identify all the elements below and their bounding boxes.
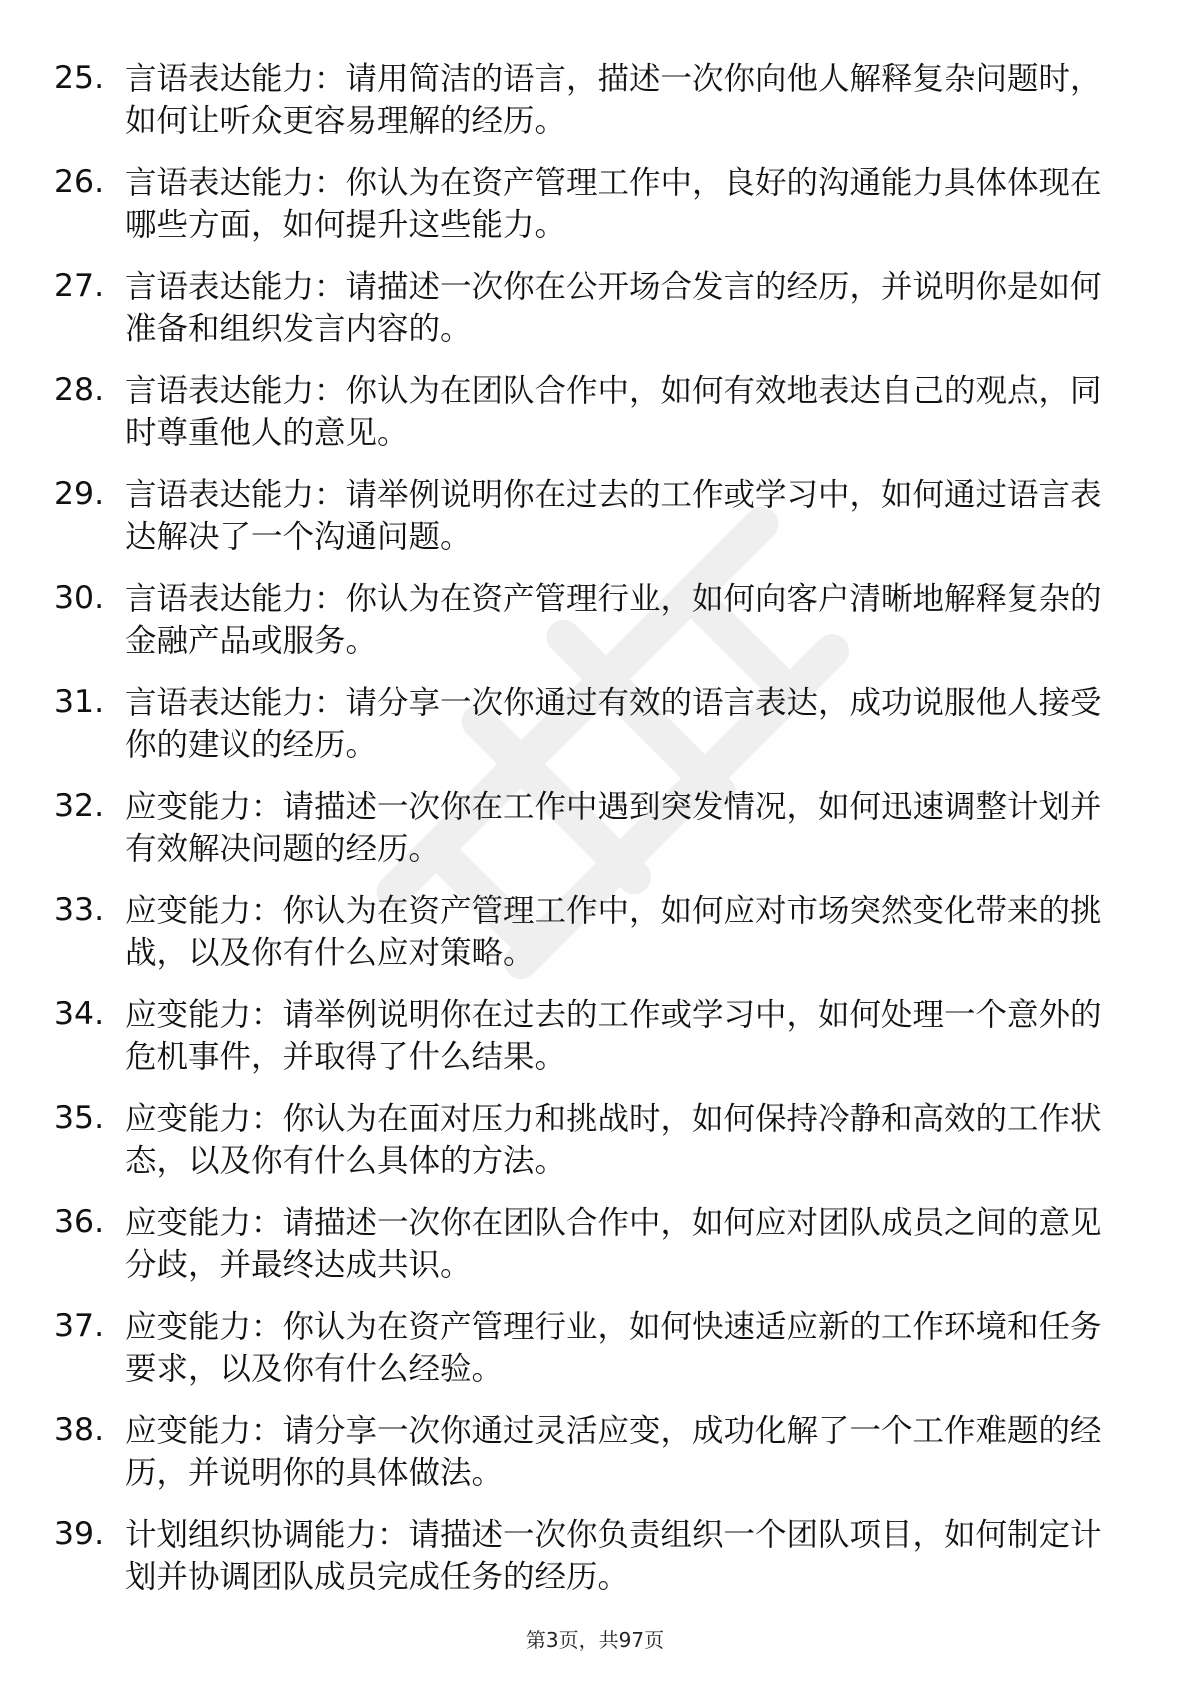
question-number: 37.: [54, 1308, 105, 1344]
question-number: 29.: [54, 476, 105, 512]
question-item: [0, 266, 1190, 370]
question-item: [0, 994, 1190, 1098]
question-number: 33.: [54, 892, 105, 928]
question-number: 39.: [54, 1516, 105, 1552]
question-number: 35.: [54, 1100, 105, 1136]
question-number: 34.: [54, 996, 105, 1032]
question-number: 26.: [54, 164, 105, 200]
question-item: [0, 58, 1190, 162]
question-text: 应变能力：请描述一次你在团队合作中，如何应对团队成员之间的意见分歧，并最终达成共识。: [125, 1205, 1102, 1283]
question-text: 应变能力：请分享一次你通过灵活应变，成功化解了一个工作难题的经历，并说明你的具体做法。: [125, 1413, 1102, 1491]
question-item: [0, 474, 1190, 578]
question-item: [0, 1306, 1190, 1410]
question-number: 32.: [54, 788, 105, 824]
question-number: 36.: [54, 1204, 105, 1240]
question-item: [0, 682, 1190, 786]
question-number: 38.: [54, 1412, 105, 1448]
question-text: 言语表达能力：请描述一次你在公开场合发言的经历，并说明你是如何准备和组织发言内容的。: [125, 269, 1102, 347]
question-text: 言语表达能力：请举例说明你在过去的工作或学习中，如何通过语言表达解决了一个沟通问题。: [125, 477, 1102, 555]
question-list: [0, 58, 1190, 1618]
question-text: 计划组织协调能力：请描述一次你负责组织一个团队项目，如何制定计划并协调团队成员完成任务的经历。: [125, 1517, 1102, 1595]
question-item: [0, 1098, 1190, 1202]
question-item: [0, 370, 1190, 474]
question-number: 27.: [54, 268, 105, 304]
question-text: 言语表达能力：你认为在资产管理行业，如何向客户清晰地解释复杂的金融产品或服务。: [125, 581, 1102, 659]
page-footer: [0, 1624, 1190, 1653]
question-text: 应变能力：你认为在资产管理工作中，如何应对市场突然变化带来的挑战，以及你有什么应对策略。: [125, 893, 1102, 971]
question-number: 31.: [54, 684, 105, 720]
question-item: [0, 786, 1190, 890]
question-number: 30.: [54, 580, 105, 616]
question-number: 28.: [54, 372, 105, 408]
question-item: [0, 578, 1190, 682]
question-text: 言语表达能力：你认为在资产管理工作中，良好的沟通能力具体体现在哪些方面，如何提升这些能力。: [125, 165, 1102, 243]
question-item: [0, 890, 1190, 994]
page-number-label: 第3页，共97页: [525, 1628, 665, 1652]
question-text: 应变能力：请描述一次你在工作中遇到突发情况，如何迅速调整计划并有效解决问题的经历。: [125, 789, 1102, 867]
question-item: [0, 1202, 1190, 1306]
question-text: 应变能力：你认为在面对压力和挑战时，如何保持冷静和高效的工作状态，以及你有什么具体的方法。: [125, 1101, 1102, 1179]
question-item: [0, 162, 1190, 266]
question-text: 言语表达能力：请分享一次你通过有效的语言表达，成功说服他人接受你的建议的经历。: [125, 685, 1102, 763]
question-text: 言语表达能力：你认为在团队合作中，如何有效地表达自己的观点，同时尊重他人的意见。: [125, 373, 1102, 451]
question-text: 言语表达能力：请用简洁的语言，描述一次你向他人解释复杂问题时，如何让听众更容易理解的经历。: [125, 61, 1102, 139]
question-text: 应变能力：你认为在资产管理行业，如何快速适应新的工作环境和任务要求，以及你有什么经验。: [125, 1309, 1102, 1387]
question-item: [0, 1514, 1190, 1618]
question-text: 应变能力：请举例说明你在过去的工作或学习中，如何处理一个意外的危机事件，并取得了什么结果。: [125, 997, 1102, 1075]
question-number: 25.: [54, 60, 105, 96]
question-item: [0, 1410, 1190, 1514]
